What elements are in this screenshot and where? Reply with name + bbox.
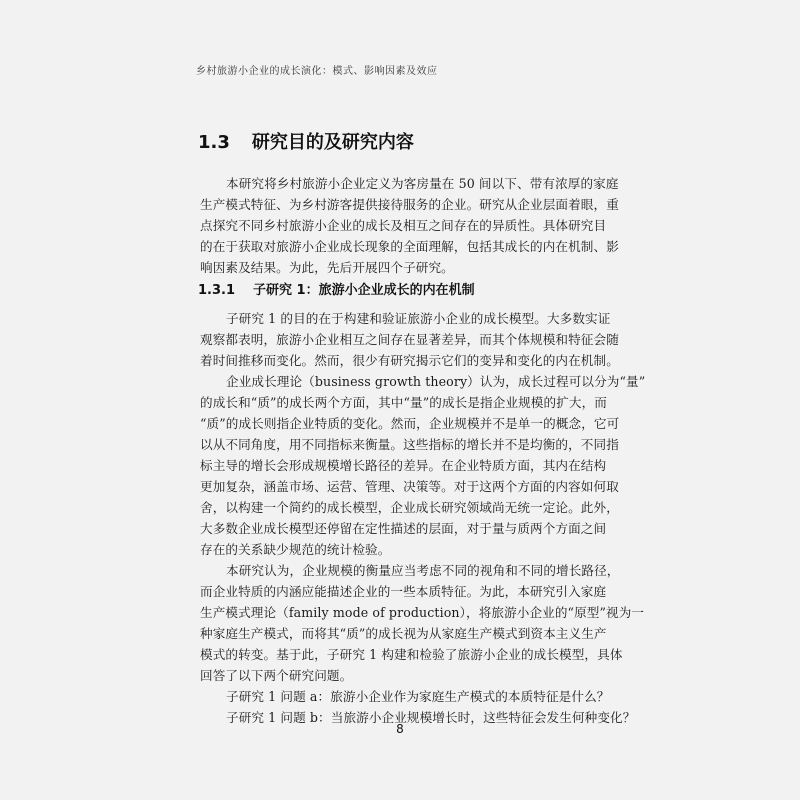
subsection-heading: [198, 279, 475, 298]
text-line: 种家庭生产模式，而将其“质”的成长视为从家庭生产模式到资本主义生产: [200, 626, 607, 641]
subsection-number: 1.3.1: [198, 283, 236, 298]
text-line: 响因素及结果。为此，先后开展四个子研究。: [200, 260, 454, 275]
text-line: 模式的转变。基于此，子研究 1 构建和检验了旅游小企业的成长模型，具体: [200, 647, 623, 662]
text-line: 以从不同角度，用不同指标来衡量。这些指标的增长并不是均衡的，不同指: [200, 437, 619, 452]
text-line: 生产模式理论（family mode of production），将旅游小企业的“原型”视为一: [200, 605, 645, 620]
text-line: 回答了以下两个研究问题。: [200, 668, 353, 683]
text-line: 标主导的增长会形成规模增长路径的差异。在企业特质方面，其内在结构: [200, 458, 607, 473]
text-line: 观察都表明，旅游小企业相互之间存在显著差异，而其个体规模和特征会随: [200, 332, 619, 347]
text-line: 生产模式特征、为乡村游客提供接待服务的企业。研究从企业层面着眼，重: [200, 197, 619, 212]
section-title: 研究目的及研究内容: [251, 132, 414, 153]
page-number: 8: [396, 722, 404, 736]
section-heading: [198, 128, 414, 154]
text-line: “质”的成长则指企业特质的变化。然而，企业规模并不是单一的概念，它可: [200, 416, 620, 431]
text-line: 而企业特质的内涵应能描述企业的一些本质特征。为此，本研究引入家庭: [200, 584, 607, 599]
text-line: 大多数企业成长模型还停留在定性描述的层面，对于量与质两个方面之间: [200, 521, 607, 536]
paragraph-2: [200, 371, 646, 560]
section-number: 1.3: [198, 132, 230, 153]
text-line: 的成长和“质”的成长两个方面，其中“量”的成长是指企业规模的扩大，而: [200, 395, 607, 410]
text-line: 存在的关系缺少规范的统计检验。: [200, 542, 391, 557]
paragraph-3: [200, 560, 645, 686]
text-line: 企业成长理论（business growth theory）认为，成长过程可以分为“量”: [226, 374, 646, 389]
text-line: 点探究不同乡村旅游小企业的成长及相互之间存在的异质性。具体研究目: [200, 218, 607, 233]
text-line: 舍，以构建一个简约的成长模型，企业成长研究领域尚无统一定论。此外，: [200, 500, 619, 515]
text-line: 本研究认为，企业规模的衡量应当考虑不同的视角和不同的增长路径，: [226, 563, 620, 578]
question-b: 子研究 1 问题 b：当旅游小企业规模增长时，这些特征会发生何种变化？: [226, 710, 636, 725]
text-line: 子研究 1 的目的在于构建和验证旅游小企业的成长模型。大多数实证: [226, 311, 611, 326]
text-line: 着时间推移而变化。然而，很少有研究揭示它们的变异和变化的内在机制。: [200, 353, 619, 368]
running-head: 乡村旅游小企业的成长演化：模式、影响因素及效应: [196, 66, 438, 77]
intro-paragraph: [200, 173, 619, 278]
text-line: 的在于获取对旅游小企业成长现象的全面理解，包括其成长的内在机制、影: [200, 239, 619, 254]
text-line: 更加复杂，涵盖市场、运营、管理、决策等。对于这两个方面的内容如何取: [200, 479, 619, 494]
subsection-title: 子研究 1：旅游小企业成长的内在机制: [253, 283, 475, 298]
question-a: 子研究 1 问题 a：旅游小企业作为家庭生产模式的本质特征是什么？: [226, 689, 610, 704]
text-line: 本研究将乡村旅游小企业定义为客房量在 50 间以下、带有浓厚的家庭: [226, 176, 619, 191]
paragraph-1: [200, 308, 619, 371]
